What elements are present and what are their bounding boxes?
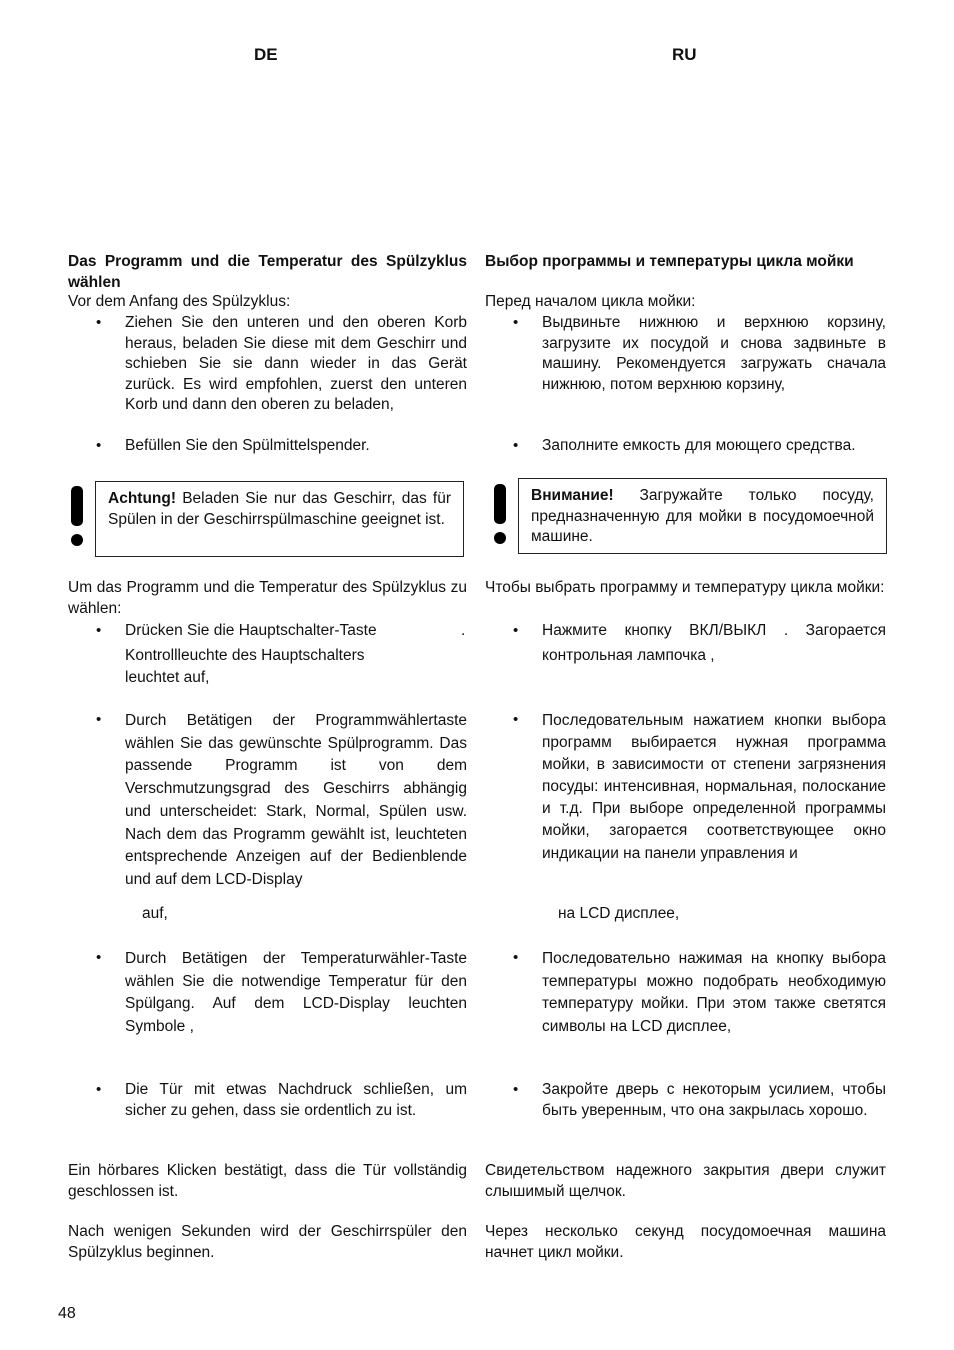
- bullet-icon: •: [513, 314, 519, 331]
- warning-icon: [493, 484, 507, 544]
- bullet-icon: •: [513, 711, 519, 728]
- ru-bullet-detergent: Заполните емкость для моющего средства.: [542, 437, 856, 454]
- de-bullet-detergent: Befüllen Sie den Spülmittelspender.: [125, 437, 370, 454]
- de-para-click: Ein hörbares Klicken bestätigt, dass die Tür vollständig geschlossen ist.: [68, 1162, 467, 1200]
- de-warning-text: Beladen Sie nur das Geschirr, das für Spülen in der Geschirrspülmaschine geeignet ist.: [108, 490, 451, 528]
- de-select-intro: Um das Programm und die Temperatur des Spülzyklus zu wählen:: [68, 579, 467, 617]
- de-bullet-power-line1: Drücken Sie die Hauptschalter-Taste: [125, 622, 377, 639]
- de-section-title: Das Programm und die Temperatur des Spülzyklus wählen: [68, 253, 467, 291]
- de-bullet-temperature: Durch Betätigen der Temperaturwähler-Taste wählen Sie die notwendige Temperatur für den Spülgang. Auf dem LCD-Display leuchten Symbole ,: [125, 950, 467, 1036]
- ru-bullet-temperature: Последовательно нажимая на кнопку выбора температуры можно подобрать необходимую температуру мойки. При этом также светятся символы на LCD дисплее,: [542, 950, 886, 1036]
- page-number: 48: [58, 1305, 76, 1322]
- ru-bullet-power-line1: Нажмите кнопку ВКЛ/ВЫКЛ . Загорается: [542, 622, 886, 639]
- language-label-de: DE: [254, 45, 278, 64]
- ru-para-click: Свидетельством надежного закрытия двери служит слышимый щелчок.: [485, 1162, 886, 1200]
- ru-para-start: Через несколько секунд посудомоечная машина начнет цикл мойки.: [485, 1223, 886, 1261]
- ru-section-title: Выбор программы и температуры цикла мойки: [485, 253, 854, 270]
- warning-icon: [70, 486, 84, 546]
- de-bullet-program: Durch Betätigen der Programmwählertaste wählen Sie das gewünschte Spülprogramm. Das passende Programm ist von dem Verschmutzungsgrad des Geschirrs abhängig und unterscheidet: Stark, Normal, Spülen usw. Nach dem das Programm gewählt ist, leuchteten entsprechende Anzeigen auf der Bedienblende und auf dem LCD-Display: [125, 712, 467, 888]
- ru-bullet-program-end: на LCD дисплее,: [558, 905, 680, 922]
- bullet-icon: •: [96, 711, 102, 728]
- ru-bullet-power-line2: контрольная лампочка ,: [542, 647, 715, 664]
- ru-warning-text: Загружайте только посуду, предназначенную для мойки в посудомоечной машине.: [531, 487, 874, 545]
- de-bullet-power-line2: Kontrollleuchte des Hauptschalters: [125, 647, 365, 664]
- ru-warning-box: [518, 478, 887, 554]
- de-para-start: Nach wenigen Sekunden wird der Geschirrspüler den Spülzyklus beginnen.: [68, 1223, 467, 1261]
- bullet-icon: •: [513, 622, 519, 639]
- de-intro: Vor dem Anfang des Spülzyklus:: [68, 293, 291, 310]
- bullet-icon: •: [96, 1081, 102, 1098]
- de-warning-label: Achtung!: [108, 490, 177, 507]
- de-bullet-load-baskets: Ziehen Sie den unteren und den oberen Korb heraus, beladen Sie diese mit dem Geschirr und schieben Sie sie dann wieder in das Gerät zurück. Es wird empfohlen, zuerst den unteren Korb und dann den oberen zu beladen,: [125, 314, 467, 413]
- bullet-icon: •: [96, 314, 102, 331]
- ru-bullet-load-baskets: Выдвиньте нижнюю и верхнюю корзину, загрузите их посудой и снова задвиньте в машину. Рекомендуется загружать сначала нижнюю, потом верхнюю корзину,: [542, 314, 886, 393]
- de-bullet-power-period: .: [461, 622, 466, 639]
- ru-warning-label: Внимание!: [531, 487, 614, 504]
- de-bullet-power-line3: leuchtet auf,: [125, 669, 210, 686]
- ru-bullet-program: Последовательным нажатием кнопки выбора программ выбирается нужная программа мойки, в зависимости от степени загрязнения посуды: интенсивная, нормальная, полоскание и т.д. При выборе определенной программы мойки, загорается соответствующее окно индикации на панели управления и: [542, 712, 886, 862]
- de-bullet-door: Die Tür mit etwas Nachdruck schließen, um sicher zu gehen, dass sie ordentlich zu ist.: [125, 1081, 467, 1119]
- ru-intro: Перед началом цикла мойки:: [485, 293, 696, 310]
- de-bullet-program-end: auf,: [142, 905, 168, 922]
- bullet-icon: •: [96, 437, 102, 454]
- bullet-icon: •: [96, 622, 102, 639]
- ru-select-intro: Чтобы выбрать программу и температуру цикла мойки:: [485, 579, 885, 596]
- bullet-icon: •: [513, 949, 519, 966]
- bullet-icon: •: [96, 949, 102, 966]
- bullet-icon: •: [513, 437, 519, 454]
- language-label-ru: RU: [672, 45, 697, 64]
- bullet-icon: •: [513, 1081, 519, 1098]
- ru-bullet-door: Закройте дверь с некоторым усилием, чтобы быть уверенным, что она закрылась хорошо.: [542, 1081, 886, 1119]
- de-warning-box: [95, 481, 464, 557]
